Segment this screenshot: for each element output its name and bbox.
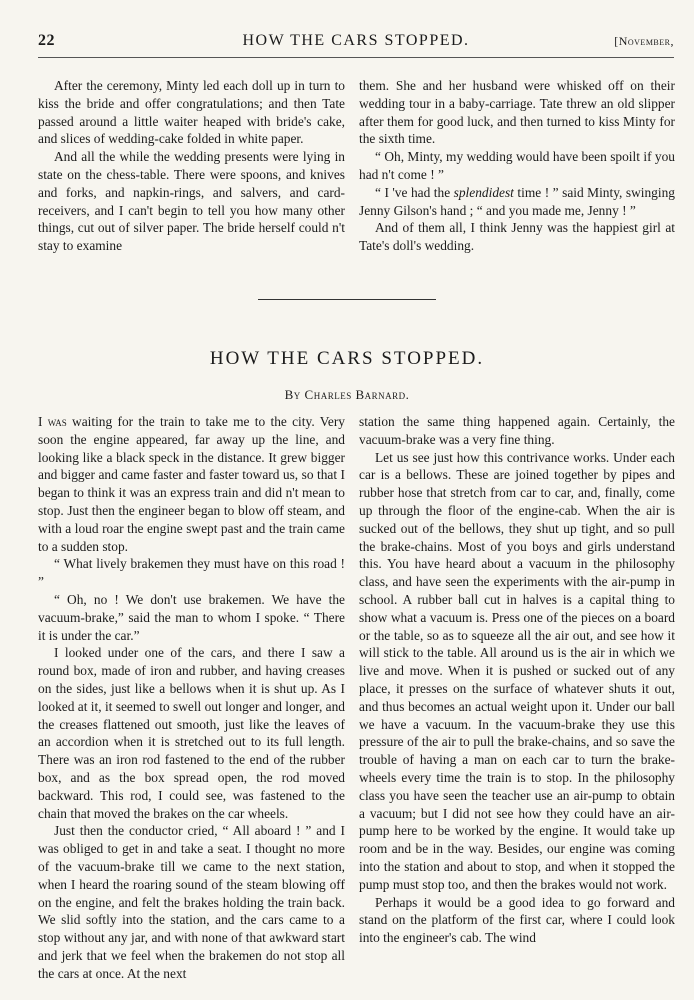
running-title: HOW THE CARS STOPPED. <box>242 32 470 49</box>
running-header <box>38 32 674 54</box>
quote-start: “ I 've had the <box>375 184 454 200</box>
paragraph: And of them all, I think Jenny was the happiest girl at Tate's doll's wedding. <box>359 220 675 254</box>
article-title: HOW THE CARS STOPPED. <box>209 348 485 369</box>
paragraph <box>359 184 675 220</box>
opening-text: waiting for the train to take me to the city. Very soon the engine appeared, far away up the line, and looking like a black speck in the distance. It grew bigger and bigger and came faster and faster toward us, so that I began to think it was an express train and did n't mean to stop. Just then the engineer began to blow off steam, and with a loud roar the engine swept past and the train came to a sudden stop. <box>38 414 345 554</box>
article-byline: By Charles Barnard. <box>284 387 410 402</box>
previous-story-left-column <box>38 77 345 255</box>
paragraph: Let us see just how this contrivance works. Under each car is a bellows. These are joined together by pipes and rubber hose that stretch from car to car, and, finally, come up through the floor of the engine-cab. When the air is sucked out of the bellows, they shut up tight, and so pull the brake-chains. Most of you boys and girls understand this. You have heard about a vacuum in the philosophy class, and have seen the experiments with the air-pump in school. A rubber ball cut in halves is a capital thing to show what a vacuum is. Press one of the pieces on a board or the table, so as to squeeze all the air out, and see how it will stick to the table. All around us is the air in which we live and move. When it is pushed or sucked out of any place, it presses on the surface of whatever shuts it out, and thus becomes an actual weight upon it. Under our ball we have a vacuum. In the vacuum-brake they use this pressure of the air to pull the brake-chains, and so save the trouble of having a man on each car to turn the brake-wheels every time the train is to stop. In the philosophy class you have seen the teacher use an air-pump to obtain a vacuum; but I did not see how they could have an air-pump here to be worked by the engine. It would take up room and be in the way. Besides, our engine was coming into the station and about to stop, and when it stopped the pump must stop too, and then the brakes would not work. <box>359 449 675 892</box>
paragraph: Just then the conductor cried, “ All aboard ! ” and I was obliged to get in and take a seat. I thought no more of the vacuum-brake till we came to the next station, when I heard the roaring sound of the steam blowing off on the engine, and felt the brakes holding the train back. We slid softly into the station, and the cars came to a stop without any jar, and with none of that awkward start and jerk that we feel when the brakemen do not stop all the cars at once. At the next <box>38 823 345 981</box>
paragraph: “ Oh, Minty, my wedding would have been spoilt if you had n't come ! ” <box>359 149 675 182</box>
opening-words: I was <box>38 414 67 429</box>
quote-rest: time ! ” said Minty, swinging Jenny Gilson's hand ; “ and you made me, Jenny ! ” <box>359 184 675 218</box>
paragraph: Perhaps it would be a good idea to go forward and stand on the platform of the first car, where I could look into the engineer's cab. The wind <box>359 894 675 946</box>
paragraph-continued: station the same thing happened again. Certainly, the vacuum-brake was a very fine thing. <box>359 414 675 447</box>
previous-story-right-column <box>359 77 675 255</box>
paragraph: I looked under one of the cars, and there I saw a round box, made of iron and rubber, and having creases on the sides, just like a bellows when it is shut up. As I looked at it, it seemed to swell out longer and longer, and the creases flattened out smooth, just like the leaves of an accordion when it is stretched out to its full length. There was an iron rod fastened to the end of the rubber box, and as the box spread open, the rod moved backward. This rod, I could see, was fastened to the chain that moved the brakes on the car wheels. <box>38 645 346 821</box>
paragraph: And all the while the wedding presents were lying in state on the chess-table. There were spoons, and knives and forks, and napkin-rings, and salvers, and card-receivers, and I can't begin to tell you how many other things, cut out of silver paper. The bride herself could n't stay to examine <box>38 149 345 254</box>
issue-month: [November, <box>614 34 674 48</box>
emphasized-word: splendidest <box>453 184 514 200</box>
paragraph-continued: them. She and her husband were whisked off on their wedding tour in a baby-carriage. Tate threw an old slipper after them for good luck, and then turned to kiss Minty for the sixth time. <box>359 78 675 147</box>
header-rule <box>38 57 674 58</box>
paragraph: “ Oh, no ! We don't use brakemen. We have the vacuum-brake,” said the man to whom I spoke. “ There it is under the car.” <box>38 591 345 643</box>
article-right-column <box>359 413 675 947</box>
section-divider <box>258 299 436 300</box>
page-number: 22 <box>38 32 55 49</box>
article-left-column <box>38 413 345 983</box>
opening-paragraph <box>38 413 345 555</box>
paragraph: After the ceremony, Minty led each doll up in turn to kiss the bride and offer congratulations; and then Tate passed around a little waiter heaped with bride's cake, and slices of wedding-cake folded in white paper. <box>38 78 345 147</box>
paragraph: “ What lively brakemen they must have on this road ! ” <box>38 556 345 590</box>
